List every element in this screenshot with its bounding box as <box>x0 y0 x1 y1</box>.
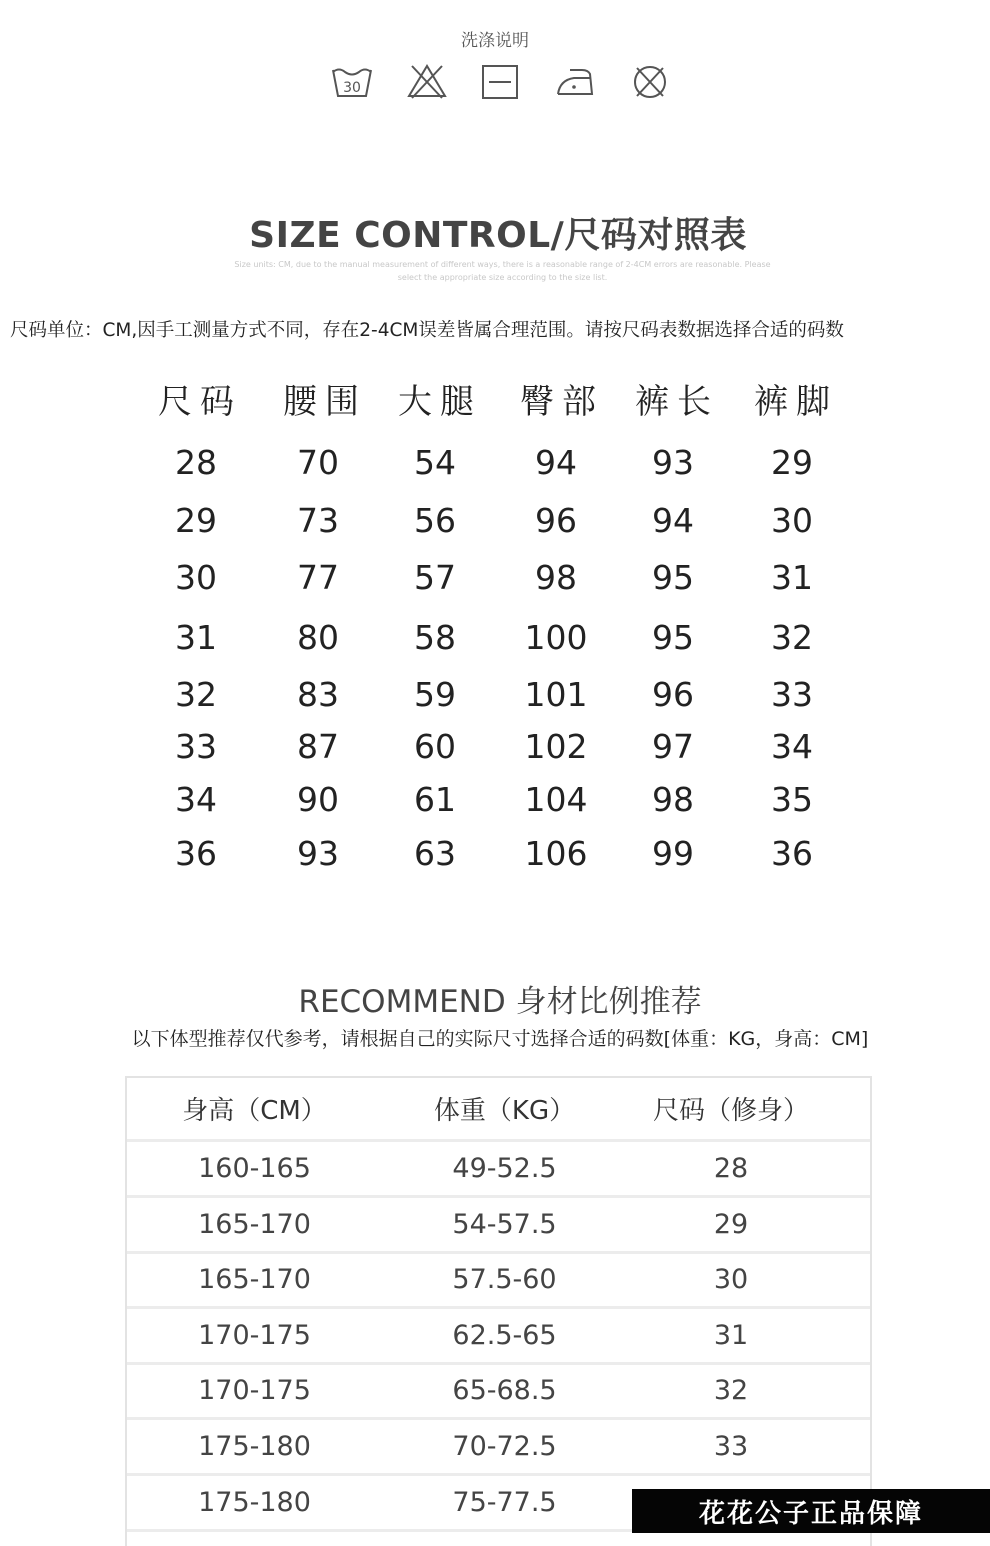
size-table-waist-cell: 83 <box>297 675 339 714</box>
height-col-header: 身高（CM） <box>182 1096 327 1126</box>
recommend-table <box>125 1076 872 1546</box>
table-row <box>127 1420 870 1476</box>
size-table-length-cell: 97 <box>652 727 694 766</box>
size-table-hip-cell: 98 <box>535 558 577 597</box>
size-table-hem-cell: 29 <box>771 443 813 482</box>
size-table-hem-cell: 32 <box>771 618 813 657</box>
thigh-col-header: 大腿 <box>398 382 482 422</box>
size-table-hip-cell: 101 <box>524 675 588 714</box>
size-unit-note: 尺码单位：CM,因手工测量方式不同，存在2-4CM误差皆属合理范围。请按尺码表数据选择合适的码数 <box>10 320 844 341</box>
recommend-weight-cell: 57.5-60 <box>452 1264 557 1296</box>
recommend-height-cell: 160-165 <box>198 1153 311 1184</box>
fit-size-col-header: 尺码（修身） <box>652 1096 809 1126</box>
size-table-thigh-cell: 54 <box>414 443 456 482</box>
recommend-weight-cell: 62.5-65 <box>452 1319 557 1351</box>
table-row <box>127 1253 870 1309</box>
size-table-waist-cell: 77 <box>297 558 339 597</box>
recommend-height-cell: 165-170 <box>198 1264 311 1296</box>
size-table-length-cell: 96 <box>652 675 694 714</box>
size-table-waist-cell: 73 <box>297 501 339 540</box>
recommend-title: RECOMMEND 身材比例推荐 <box>298 984 702 1020</box>
size-table-length-cell: 95 <box>652 618 694 657</box>
size-table-size-cell: 29 <box>175 501 217 540</box>
size-control-subtext: Size units: CM, due to the manual measurement of different ways, there is a reasonable range of 2-4CM errors are reasonable. Please select the appropriate size according to the size list. <box>234 260 771 282</box>
wash-temp-label: 30 <box>343 80 361 96</box>
size-table-length-cell: 94 <box>652 501 694 540</box>
recommend-size-cell: 31 <box>713 1319 749 1351</box>
recommend-table-header <box>127 1078 870 1142</box>
no-tumble-dry-icon <box>627 60 673 104</box>
size-table-hip-cell: 102 <box>524 727 588 766</box>
size-table-waist-cell: 80 <box>297 618 339 657</box>
size-table-length-cell: 99 <box>652 834 694 873</box>
recommend-size-cell: 32 <box>713 1375 749 1407</box>
recommend-height-cell: 175-180 <box>198 1486 311 1518</box>
size-table-thigh-cell: 61 <box>414 780 456 819</box>
recommend-note: 以下体型推荐仅代参考，请根据自己的实际尺寸选择合适的码数[体重：KG，身高：CM] <box>131 1028 869 1050</box>
size-table-hip-cell: 100 <box>524 618 588 657</box>
wash-30-icon <box>329 60 375 104</box>
size-table-waist-cell: 70 <box>297 443 339 482</box>
size-table-length-cell: 95 <box>652 558 694 597</box>
size-table-size-cell: 32 <box>175 675 217 714</box>
size-table-thigh-cell: 60 <box>414 727 456 766</box>
dry-flat-icon <box>477 60 523 104</box>
table-row <box>127 1309 870 1365</box>
iron-low-icon <box>552 60 598 104</box>
size-table-size-cell: 28 <box>175 443 217 482</box>
size-table-hem-cell: 30 <box>771 501 813 540</box>
recommend-height-cell: 170-175 <box>198 1319 311 1351</box>
size-table-size-cell: 31 <box>175 618 217 657</box>
size-table-hem-cell: 33 <box>771 675 813 714</box>
size-table-waist-cell: 90 <box>297 780 339 819</box>
size-table-length-cell: 98 <box>652 780 694 819</box>
size-table-thigh-cell: 56 <box>414 501 456 540</box>
size-table-hip-cell: 106 <box>524 834 588 873</box>
wash-instructions-title: 洗涤说明 <box>461 31 529 51</box>
hem-col-header: 裤脚 <box>754 382 838 422</box>
size-col-header: 尺码 <box>158 382 242 422</box>
recommend-height-cell: 170-175 <box>198 1375 311 1407</box>
recommend-size-cell: 30 <box>713 1264 749 1296</box>
waist-col-header: 腰围 <box>283 382 367 422</box>
recommend-weight-cell: 70-72.5 <box>452 1431 557 1462</box>
size-table-waist-cell: 87 <box>297 727 339 766</box>
size-table-hip-cell: 94 <box>535 443 577 482</box>
size-table-waist-cell: 93 <box>297 834 339 873</box>
size-table-hem-cell: 34 <box>771 727 813 766</box>
size-table-thigh-cell: 57 <box>414 558 456 597</box>
recommend-size-cell: 29 <box>713 1208 749 1240</box>
no-bleach-icon <box>404 60 450 104</box>
size-table-thigh-cell: 63 <box>414 834 456 873</box>
size-table-hem-cell: 35 <box>771 780 813 819</box>
size-control-title: SIZE CONTROL/尺码对照表 <box>249 215 747 256</box>
hip-col-header: 臀部 <box>520 382 604 422</box>
size-table-size-cell: 36 <box>175 834 217 873</box>
recommend-height-cell: 165-170 <box>198 1208 311 1240</box>
size-table-hip-cell: 96 <box>535 501 577 540</box>
recommend-height-cell: 175-180 <box>198 1431 311 1462</box>
authentic-guarantee-badge: 花花公子正品保障 <box>632 1489 990 1533</box>
size-table-size-cell: 30 <box>175 558 217 597</box>
size-table-thigh-cell: 58 <box>414 618 456 657</box>
table-row <box>127 1198 870 1254</box>
table-row <box>127 1364 870 1420</box>
size-table-size-cell: 33 <box>175 727 217 766</box>
size-table-hem-cell: 36 <box>771 834 813 873</box>
size-table-size-cell: 34 <box>175 780 217 819</box>
table-row <box>127 1142 870 1198</box>
recommend-weight-cell: 65-68.5 <box>452 1375 557 1407</box>
recommend-weight-cell: 49-52.5 <box>452 1153 557 1184</box>
size-table-thigh-cell: 59 <box>414 675 456 714</box>
recommend-weight-cell: 54-57.5 <box>452 1208 557 1240</box>
recommend-weight-cell: 75-77.5 <box>452 1486 557 1518</box>
recommend-size-cell: 28 <box>713 1153 749 1184</box>
size-table-hem-cell: 31 <box>771 558 813 597</box>
length-col-header: 裤长 <box>635 382 719 422</box>
weight-col-header: 体重（KG） <box>433 1096 576 1126</box>
size-table-length-cell: 93 <box>652 443 694 482</box>
size-table-hip-cell: 104 <box>524 780 588 819</box>
recommend-size-cell: 33 <box>713 1431 749 1462</box>
